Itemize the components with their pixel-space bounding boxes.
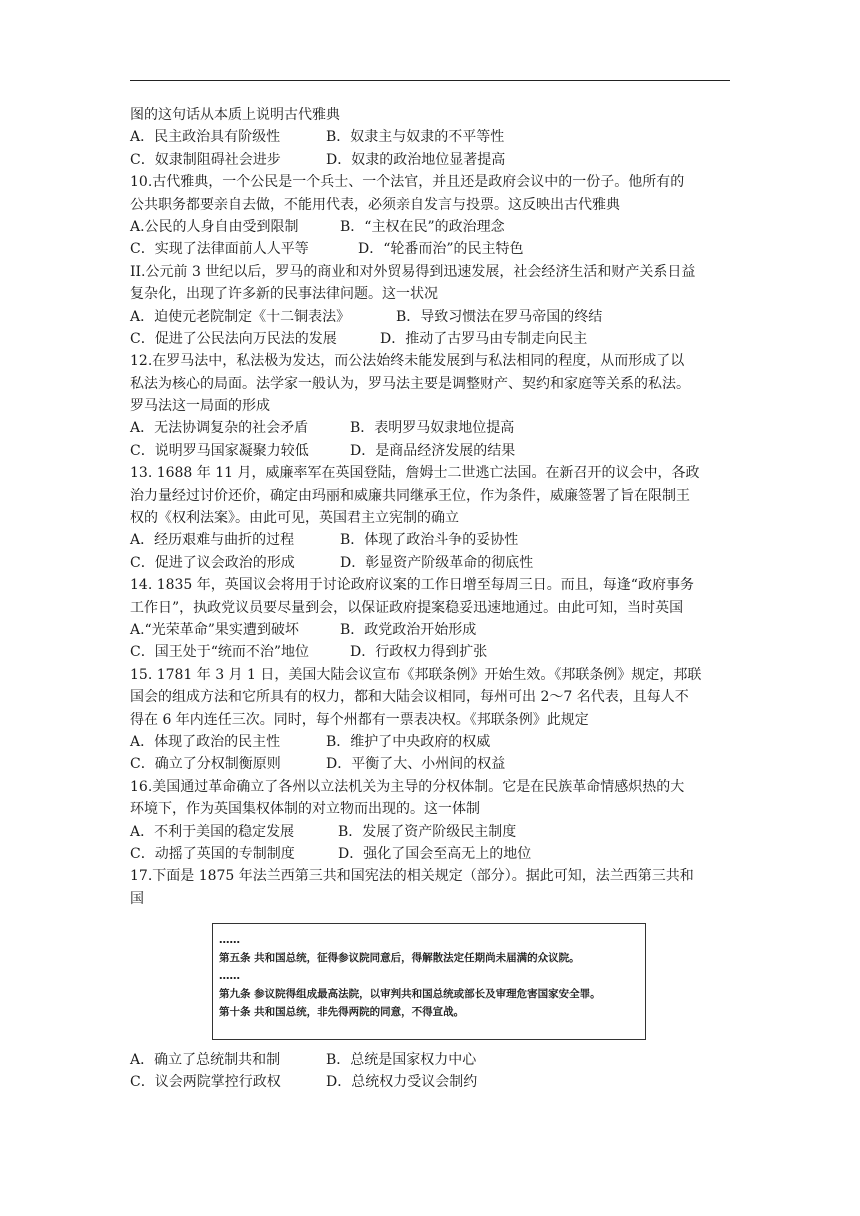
q15-option-d: D．平衡了大、小州间的权益 [326, 756, 506, 773]
excerpt-ellipsis: …… [219, 970, 240, 982]
q16-options-ab [130, 821, 735, 843]
q9-option-d: D．奴隶的政治地位显著提高 [326, 151, 506, 168]
q16-option-a: A．不利于美国的稳定发展 [130, 823, 295, 840]
q15-option-a: A．体现了政治的民主性 [130, 733, 281, 750]
q12-option-a: A．无法协调复杂的社会矛盾 [130, 420, 309, 437]
q9-option-c: C．奴隶制阻碍社会进步 [130, 151, 281, 168]
question-content [130, 104, 735, 910]
q16-stem-line: 16.美国通过革命确立了各州以立法机关为主导的分权体制。它是在民族革命情感炽热的大 [130, 778, 685, 795]
q14-options-cd [130, 641, 735, 663]
q13-stem-line: 治力量经过讨价还价，确定由玛丽和威廉共同继承王位，作为条件，威廉签署了旨在限制王 [130, 487, 690, 504]
q17-stem-line: 国 [130, 890, 144, 907]
q17-option-c: C．议会两院掌控行政权 [130, 1074, 281, 1091]
q9-option-b: B．奴隶主与奴隶的不平等性 [326, 129, 505, 146]
q14-options-ab [130, 619, 735, 641]
q15-stem-line: 得在 6 年内连任三次。同时，每个州都有一票表决权。《邦联条例》此规定 [130, 711, 589, 728]
q12-option-d: D．是商品经济发展的结果 [350, 442, 516, 459]
q13-stem-line: 权的《权利法案》。由此可见，英国君主立宪制的确立 [130, 510, 459, 527]
q14-option-b: B．政党政治开始形成 [340, 621, 477, 638]
q12-stem-line: 罗马法这一局面的形成 [130, 398, 270, 415]
q14-stem-line: 工作日”，执政党议员要尽量到会，以保证政府提案稳妥迅速地通过。由此可知，当时英国 [130, 599, 684, 616]
q12-stem-line: 12.在罗马法中，私法极为发达，而公法始终未能发展到与私法相同的程度，从而形成了以 [130, 353, 685, 370]
q10-option-d: D．“轮番而治”的民主特色 [358, 241, 524, 258]
q15-option-c: C．确立了分权制衡原则 [130, 756, 281, 773]
q14-option-a: A.“光荣革命”果实遭到破坏 [130, 621, 299, 638]
q10-option-b: B．“主权在民”的政治理念 [340, 218, 505, 235]
q12-option-b: B．表明罗马奴隶地位提高 [350, 420, 515, 437]
q12-options-ab [130, 417, 735, 439]
excerpt-article-9: 第九条 参议院得组成最高法院，以审判共和国总统或部长及审理危害国家安全罪。 [219, 988, 601, 1000]
q10-option-a: A.公民的人身自由受到限制 [130, 218, 299, 235]
q11-option-a: A．迫使元老院制定《十二铜表法》 [130, 308, 351, 325]
q17-stem-line: 17.下面是 1875 年法兰西第三共和国宪法的相关规定（部分）。据此可知，法兰西第三共和 [130, 868, 694, 885]
q12-stem-line: 私法为核心的局面。法学家一般认为，罗马法主要是调整财产、契约和家庭等关系的私法。 [130, 375, 690, 392]
q13-stem-line: 13. 1688 年 11 月，威廉率军在英国登陆，詹姆士二世逃亡法国。在新召开的议会中，各政 [130, 465, 700, 482]
q14-stem-line: 14. 1835 年，英国议会将用于讨论政府议案的工作日增至每周三日。而且，每逢“政府事务 [130, 577, 694, 594]
intro-line: 图的这句话从本质上说明古代雅典 [130, 107, 340, 123]
q9-options-ab [130, 126, 735, 148]
q11-options-ab [130, 306, 735, 328]
excerpt-article-5: 第五条 共和国总统，征得参议院同意后，得解散法定任期尚未届满的众议院。 [219, 952, 580, 964]
q13-option-d: D．彰显资产阶级革命的彻底性 [340, 554, 534, 571]
q14-option-c: C．国王处于“统而不治”地位 [130, 644, 310, 661]
q11-option-b: B．导致习惯法在罗马帝国的终结 [396, 308, 603, 325]
q11-option-d: D．推动了古罗马由专制走向民主 [380, 330, 588, 347]
q15-options-cd [130, 753, 735, 775]
q13-option-c: C．促进了议会政治的形成 [130, 554, 295, 571]
header-rule [130, 80, 730, 81]
q10-option-c: C．实现了法律面前人人平等 [130, 241, 309, 258]
q16-option-c: C．动摇了英国的专制制度 [130, 845, 295, 862]
q13-option-b: B．体现了政治斗争的妥协性 [340, 532, 519, 549]
q16-option-b: B．发展了资产阶级民主制度 [338, 823, 517, 840]
q16-option-d: D．强化了国会至高无上的地位 [338, 845, 532, 862]
q9-options-cd [130, 149, 735, 171]
q13-option-a: A．经历艰难与曲折的过程 [130, 532, 295, 549]
q15-stem-line: 15. 1781 年 3 月 1 日，美国大陆会议宣布《邦联条例》开始生效。《邦联条例》规定，邦联 [130, 666, 702, 683]
q11-stem-line: II.公元前 3 世纪以后，罗马的商业和对外贸易得到迅速发展，社会经济生活和财产关系日益 [130, 263, 696, 280]
q10-options-cd [130, 238, 735, 260]
q17-option-d: D．总统权力受议会制约 [326, 1074, 478, 1091]
q15-option-b: B．维护了中央政府的权威 [326, 733, 491, 750]
q12-option-c: C．说明罗马国家凝聚力较低 [130, 442, 309, 459]
q13-options-ab [130, 529, 735, 551]
q17-option-a: A．确立了总统制共和制 [130, 1052, 281, 1068]
q12-options-cd [130, 440, 735, 462]
q11-stem-line: 复杂化，出现了许多新的民事法律问题。这一状况 [130, 286, 438, 303]
q10-stem-line: 公共职务都要亲自去做，不能用代表，必须亲自发言与投票。这反映出古代雅典 [130, 196, 620, 213]
excerpt-ellipsis: …… [219, 934, 240, 946]
q10-stem-line: 10.古代雅典，一个公民是一个兵士、一个法官，并且还是政府会议中的一份子。他所有的 [130, 174, 685, 191]
q10-options-ab [130, 216, 735, 238]
q16-stem-line: 环境下，作为英国集权体制的对立物而出现的。这一体制 [130, 801, 480, 818]
constitution-excerpt-box [212, 923, 646, 1040]
q17-options-cd [130, 1071, 735, 1093]
q9-option-a: A．民主政治具有阶级性 [130, 129, 281, 146]
q13-options-cd [130, 552, 735, 574]
q11-option-c: C．促进了公民法向万民法的发展 [130, 330, 337, 347]
q15-stem-line: 国会的组成方法和它所具有的权力，都和大陆会议相同，每州可出 2～7 名代表，且每人不 [130, 689, 689, 706]
excerpt-article-10: 第十条 共和国总统，非先得两院的同意，不得宣战。 [219, 1006, 465, 1018]
q17-options-ab [130, 1049, 735, 1071]
q15-options-ab [130, 731, 735, 753]
q14-option-d: D．行政权力得到扩张 [350, 644, 488, 661]
q11-options-cd [130, 328, 735, 350]
q17-option-b: B．总统是国家权力中心 [326, 1052, 477, 1068]
q17-options [130, 1049, 735, 1094]
q16-options-cd [130, 843, 735, 865]
